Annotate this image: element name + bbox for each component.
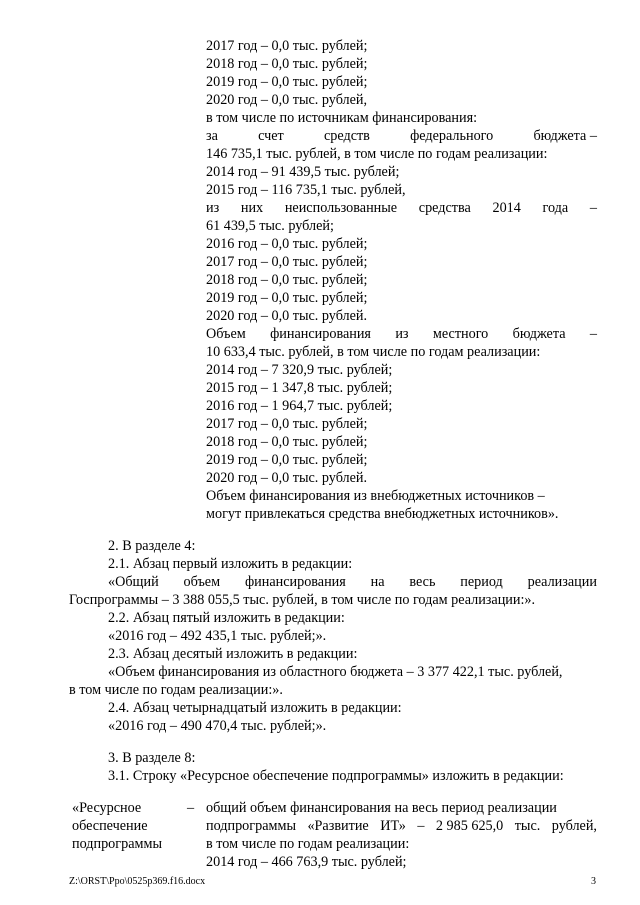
- text-line: 2020 год – 0,0 тыс. рублей.: [206, 470, 368, 486]
- word: «Общий: [108, 574, 159, 590]
- word: финансирования: [270, 326, 371, 342]
- word: средств: [323, 128, 370, 144]
- word: из: [206, 200, 220, 216]
- paragraph: Госпрограммы – 3 388 055,5 тыс. рублей, в том числе по годам реализации:».: [69, 592, 536, 608]
- text-line: 146 735,1 тыс. рублей, в том числе по годам реализации:: [206, 146, 548, 162]
- word: местного: [432, 326, 489, 342]
- word: из: [395, 326, 409, 342]
- word: неиспользованные: [284, 200, 398, 216]
- page-number: 3: [591, 876, 596, 887]
- word: 2 985 625,0: [435, 818, 504, 834]
- row-value: в том числе по годам реализации:: [206, 836, 410, 852]
- word: рублей,: [551, 818, 597, 834]
- paragraph: «2016 год – 490 470,4 тыс. рублей;».: [108, 718, 327, 734]
- text-line: в том числе по источникам финансирования:: [206, 110, 478, 126]
- text-line: 2015 год – 116 735,1 тыс. рублей,: [206, 182, 406, 198]
- text-line: Объем финансирования из внебюджетных источников –: [206, 488, 545, 504]
- unused-funds-line: [206, 199, 597, 217]
- paragraph: 2.1. Абзац первый изложить в редакции:: [108, 556, 353, 572]
- word: «Развитие: [307, 818, 369, 834]
- text-line: 2020 год – 0,0 тыс. рублей,: [206, 92, 368, 108]
- paragraph: «2016 год – 492 435,1 тыс. рублей;».: [108, 628, 327, 644]
- text-line: 2014 год – 91 439,5 тыс. рублей;: [206, 164, 400, 180]
- paragraph: 2.3. Абзац десятый изложить в редакции:: [108, 646, 358, 662]
- local-budget-line: [206, 325, 597, 343]
- word: период: [460, 574, 503, 590]
- section-heading: 2. В разделе 4:: [108, 538, 196, 554]
- dash-separator: –: [187, 800, 195, 816]
- row-label: подпрограммы: [72, 836, 162, 852]
- justified-line: [206, 817, 597, 835]
- text-line: 2016 год – 1 964,7 тыс. рублей;: [206, 398, 393, 414]
- text-line: 2014 год – 7 320,9 тыс. рублей;: [206, 362, 393, 378]
- text-line: 2017 год – 0,0 тыс. рублей;: [206, 254, 368, 270]
- word: за: [206, 128, 218, 144]
- word: на: [370, 574, 385, 590]
- text-line: 2019 год – 0,0 тыс. рублей;: [206, 74, 368, 90]
- row-label: обеспечение: [72, 818, 148, 834]
- text-line: 2015 год – 1 347,8 тыс. рублей;: [206, 380, 393, 396]
- text-line: 2018 год – 0,0 тыс. рублей;: [206, 272, 368, 288]
- word: весь: [409, 574, 436, 590]
- word: федерального: [410, 128, 494, 144]
- word: них: [240, 200, 264, 216]
- paragraph: в том числе по годам реализации:».: [69, 682, 283, 698]
- word: года: [542, 200, 569, 216]
- row-value: 2014 год – 466 763,9 тыс. рублей;: [206, 854, 407, 870]
- text-line: 2016 год – 0,0 тыс. рублей;: [206, 236, 368, 252]
- footer-file-path: Z:\ORST\Ppo\0525p369.f16.docx: [69, 876, 206, 887]
- word: –: [589, 326, 597, 342]
- paragraph: 2.2. Абзац пятый изложить в редакции:: [108, 610, 345, 626]
- text-line: 61 439,5 тыс. рублей;: [206, 218, 334, 234]
- text-line: 2019 год – 0,0 тыс. рублей;: [206, 290, 368, 306]
- word: 2014: [492, 200, 521, 216]
- paragraph: 2.4. Абзац четырнадцатый изложить в редакции:: [108, 700, 402, 716]
- word: бюджета –: [533, 128, 597, 144]
- word: Объем: [206, 326, 246, 342]
- text-line: 2020 год – 0,0 тыс. рублей.: [206, 308, 368, 324]
- word: финансирования: [244, 574, 346, 590]
- word: объем: [183, 574, 221, 590]
- word: счет: [258, 128, 284, 144]
- text-line: 2017 год – 0,0 тыс. рублей;: [206, 38, 368, 54]
- word: тыс.: [514, 818, 541, 834]
- paragraph: «Объем финансирования из областного бюджета – 3 377 422,1 тыс. рублей,: [108, 664, 563, 680]
- text-line: могут привлекаться средства внебюджетных источников».: [206, 506, 559, 522]
- word: подпрограммы: [206, 818, 296, 834]
- word: реализации: [527, 574, 597, 590]
- word: ИТ»: [380, 818, 406, 834]
- word: –: [589, 200, 597, 216]
- word: –: [417, 818, 425, 834]
- federal-budget-line: [206, 127, 597, 145]
- row-value: общий объем финансирования на весь период реализации: [206, 800, 557, 816]
- paragraph: 3.1. Строку «Ресурсное обеспечение подпрограммы» изложить в редакции:: [108, 768, 564, 784]
- word: средства: [418, 200, 471, 216]
- text-line: 2019 год – 0,0 тыс. рублей;: [206, 452, 368, 468]
- section-heading: 3. В разделе 8:: [108, 750, 196, 766]
- text-line: 2018 год – 0,0 тыс. рублей;: [206, 56, 368, 72]
- text-line: 2018 год – 0,0 тыс. рублей;: [206, 434, 368, 450]
- text-line: 2017 год – 0,0 тыс. рублей;: [206, 416, 368, 432]
- word: бюджета: [512, 326, 566, 342]
- row-label: «Ресурсное: [72, 800, 142, 816]
- justified-line: [108, 573, 597, 591]
- text-line: 10 633,4 тыс. рублей, в том числе по годам реализации:: [206, 344, 541, 360]
